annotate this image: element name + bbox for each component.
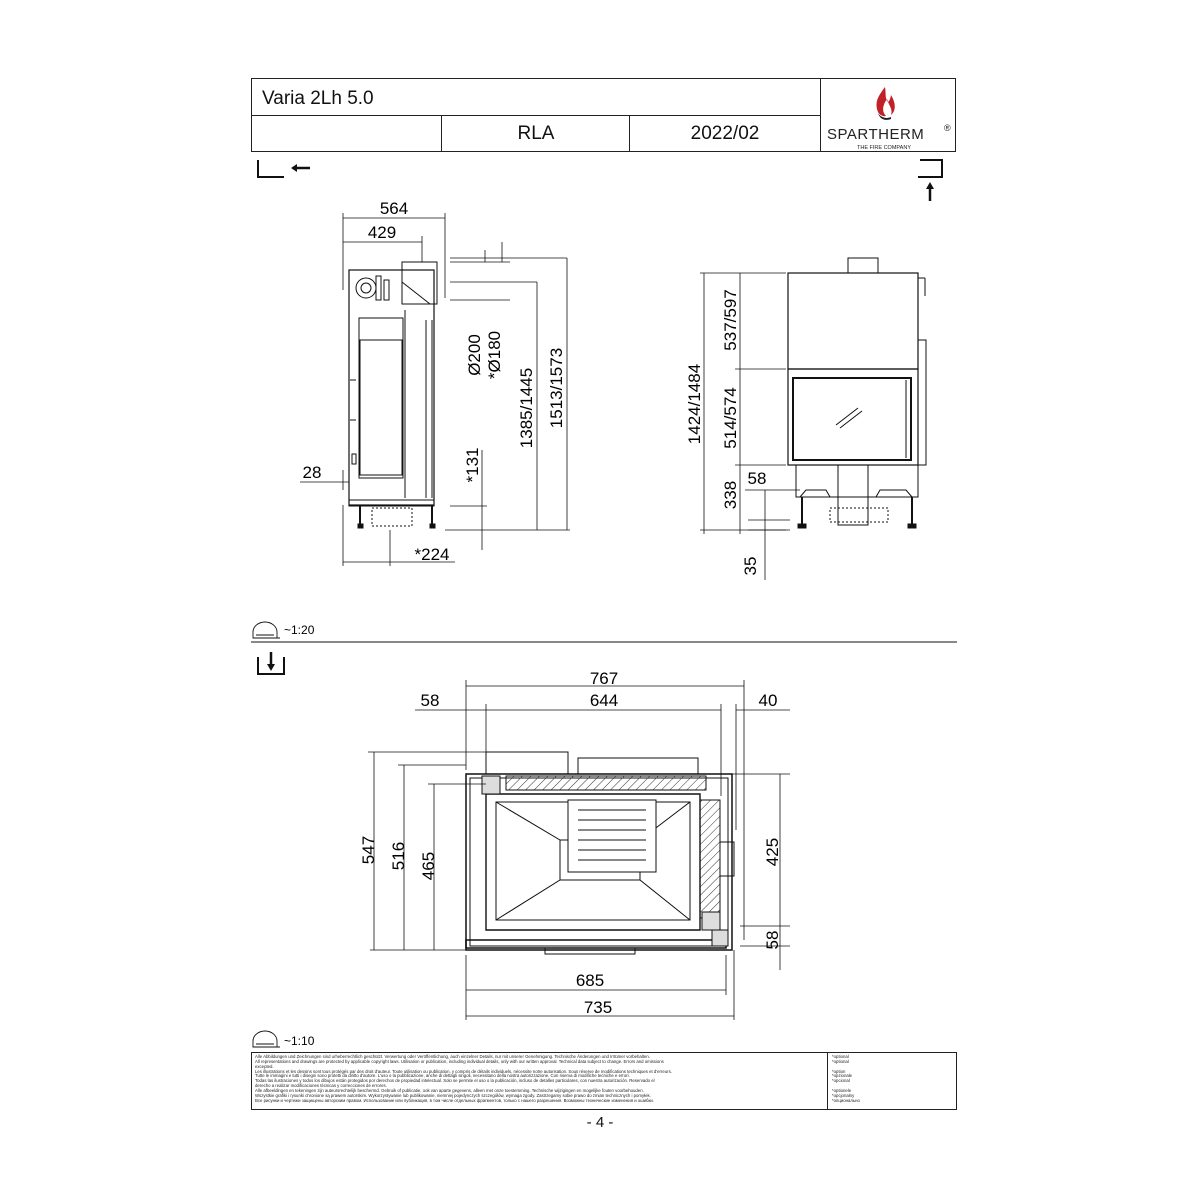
- plan-right-offset-bottom: 58: [763, 930, 782, 950]
- optional-es: *opcional: [832, 1078, 850, 1084]
- disclaimer-line-en-2: excepted.: [255, 1063, 274, 1069]
- plan-depth-b: 516: [389, 841, 408, 871]
- front-base-height: 338: [721, 480, 740, 510]
- copyright-disclaimer: [251, 1052, 957, 1110]
- plan-width-total: 767: [589, 669, 619, 688]
- plan-right-depth: 425: [763, 837, 782, 867]
- front-foot: 35: [741, 556, 760, 576]
- front-view-dimensions: [700, 273, 800, 580]
- optional-pl: *opcjonalny: [832, 1092, 855, 1098]
- side-lower-height: *131: [463, 447, 482, 483]
- disclaimer-line-es: Todas las ilustraciones y todos los dibujos están protegidos por derechos de propiedad intelectual. Solo se permite el uso o la publicación, incluso de detalles particulares, con nuestra autorización. Reservado el: [255, 1078, 655, 1084]
- disclaimer-line-pl: Wszystkie grafiki i rysunki chronione są prawem autorskim. Wykorzystywanie lub publikowanie, niemniej pojedynczych szczegółów, wymaga zgody. Zastrzegamy sobie prawo do zmian technicznych i pomyłek.: [255, 1092, 651, 1098]
- scale-upper: ~1:20: [284, 623, 315, 637]
- front-upper-height: 537/597: [721, 289, 740, 351]
- optional-ru: *опционально: [832, 1097, 860, 1103]
- plan-depth-total: 547: [359, 835, 378, 865]
- scale-icon-plan: [253, 1031, 280, 1047]
- side-width-total: 564: [379, 199, 409, 218]
- plan-width-glass: 644: [589, 691, 619, 710]
- front-view: [788, 258, 926, 528]
- scale-plan: ~1:10: [284, 1034, 315, 1048]
- front-overall-height: 1424/1484: [685, 363, 704, 445]
- disclaimer-line-nl: Alle afbeeldingen en tekeningen zijn auteursrechtelijk beschermd. Gebruik of publicatie, ook van aparte gegevens, alleen met onze toestemming. Technische wijzigingen en mogelijke fouten voorbehouden.: [255, 1087, 644, 1093]
- optional-nl: *optionele: [832, 1087, 852, 1093]
- side-height-a: 1385/1445: [517, 367, 536, 449]
- model-name: Varia 2Lh 5.0: [262, 88, 374, 109]
- side-lower-width: *224: [414, 545, 450, 564]
- brand-registered: ®: [944, 123, 951, 133]
- top-view-arrow-down-icon: [258, 652, 284, 674]
- drawing-date: 2022/02: [690, 123, 760, 144]
- front-view-arrow-left-icon: [258, 160, 310, 177]
- front-glass-height: 514/574: [721, 387, 740, 449]
- front-side-offset: 58: [747, 469, 767, 488]
- plan-bottom-inner: 685: [575, 971, 605, 990]
- optional-de: *optional: [832, 1054, 849, 1059]
- brand-name: SPARTHERM: [827, 126, 925, 143]
- front-view-arrow-up-icon: [918, 160, 942, 201]
- brand-tagline: THE FIRE COMPANY: [857, 145, 911, 151]
- optional-it: *opzionale: [832, 1073, 853, 1079]
- disclaimer-text: [255, 1055, 825, 1103]
- disclaimer-line-fr: Les illustrations et les dessins sont tous protégés par des droit d'auteur. Toute utilisation ou publication, y compris de détails individuels, nécessite notre autorisation. Sous réserve de modifications techniques et d'erreurs.: [255, 1068, 672, 1074]
- plan-bottom-total: 735: [583, 998, 613, 1017]
- side-offset-left: 28: [302, 463, 322, 482]
- optional-legend: [832, 1055, 952, 1103]
- disclaimer-line-de: Alle Abbildungen und Zeichnungen sind urheberrechtlich geschützt. Verwertung oder Veröffentlichung, auch einzelner Details, nur mit unserer Genehmigung. Technische Änderungen und Irrtümer vorbehalten.: [255, 1054, 650, 1059]
- page-number: - 4 -: [586, 1114, 614, 1131]
- optional-en: *optional: [832, 1058, 849, 1064]
- side-width-inner: 429: [367, 223, 397, 242]
- scale-icon-upper: [253, 622, 280, 638]
- disclaimer-line-en: All representations and drawings are protected by applicable copyright laws. Utilisation or publication, including individual details, only with our written approval. Technical data subject to change. Errors and omissions: [255, 1058, 664, 1064]
- disclaimer-divider: [827, 1053, 828, 1109]
- side-height-b: 1513/1573: [547, 347, 566, 429]
- plan-view: [466, 752, 734, 954]
- disclaimer-line-ru: Все рисунки и чертежи защищены авторским правом. Использование или публикация, в том числе отдельных фрагментов, только с нашего разрешения. Возможны технические изменения и ошибки.: [255, 1097, 654, 1103]
- side-flue-inner: *Ø180: [485, 330, 504, 380]
- plan-depth-c: 465: [419, 851, 438, 881]
- side-view: [349, 262, 437, 528]
- plan-left-offset: 58: [420, 691, 440, 710]
- drawing-code: RLA: [517, 123, 555, 144]
- disclaimer-line-it: Tutte le immagini e tutti i disegni sono protetti da diritto d'autore. L'uso o la pubblicazione, anche di dettagli singoli, necessitano della nostra autorizzazione. Con riserva di modifiche tecniche e errori.: [255, 1073, 630, 1079]
- plan-right-offset: 40: [758, 691, 778, 710]
- side-flue-outer: Ø200: [465, 334, 484, 376]
- optional-fr: *option: [832, 1068, 846, 1074]
- disclaimer-line-es-2: derecho a realizar modificaciones técnicas y correcciones de errores.: [255, 1083, 387, 1089]
